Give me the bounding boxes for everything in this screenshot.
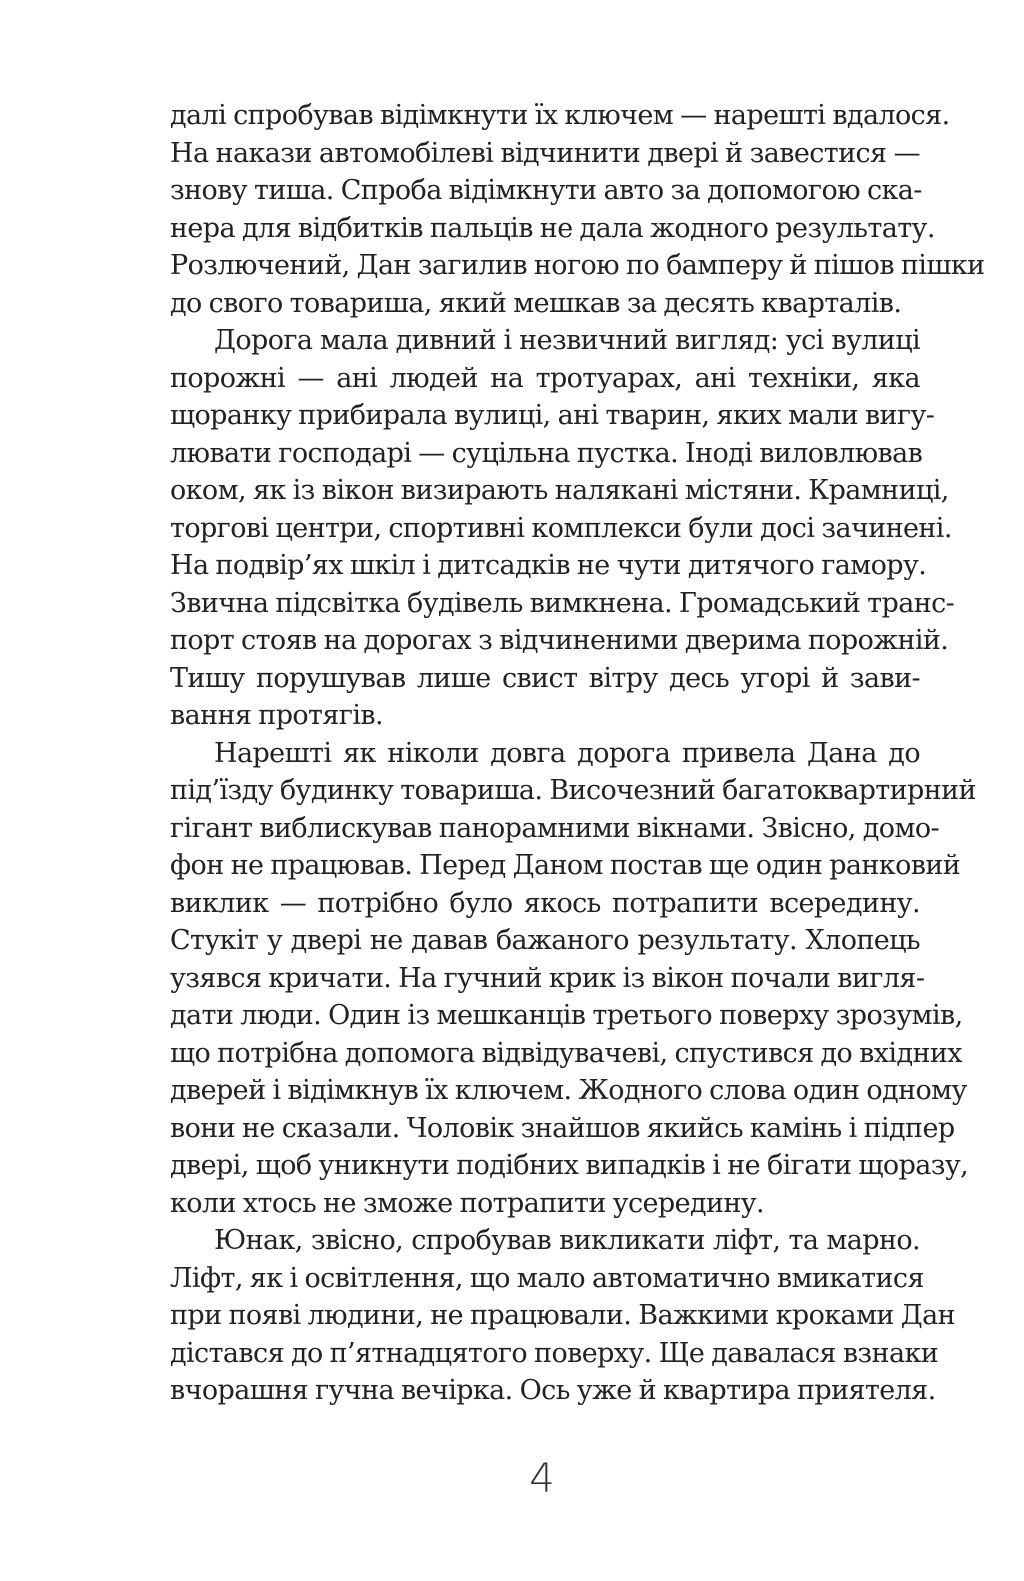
- text-line: двері, щоб уникнути подібних випадків і не бігати щоразу,: [170, 1150, 969, 1181]
- text-line: порожні — ані людей на тротуарах, ані техніки, яка: [170, 362, 920, 394]
- text-line: нера для відбитків пальців не дала жодного результату.: [170, 212, 935, 244]
- text-line: далі спробував відімкнути їх ключем — нарешті вдалося.: [170, 100, 950, 131]
- text-line: порт стояв на дорогах з відчиненими дверима порожній.: [170, 625, 949, 656]
- text-line: при появі людини, не працювали. Важкими кроками Дан: [170, 1300, 956, 1331]
- text-line: На накази автомобілеві відчинити двері й завестися —: [170, 137, 920, 169]
- text-line: фон не працював. Перед Даном постав ще один ранковий: [170, 850, 961, 881]
- text-line: Стукіт у двері не давав бажаного результату. Хлопець: [170, 925, 920, 956]
- paragraph: [170, 322, 955, 735]
- text-line: що потрібна допомога відвідувачеві, спустився до вхідних: [170, 1037, 962, 1069]
- text-line: гігант виблискував панорамними вікнами. Звісно, домо-: [170, 812, 940, 844]
- text-line: знову тиша. Спроба відімкнути авто за допомогою ска-: [170, 175, 922, 206]
- text-line: вчорашня гучна вечірка. Ось уже й квартира приятеля.: [170, 1375, 936, 1406]
- text-line: Тишу порушував лише свист вітру десь угорі й зави-: [170, 662, 920, 694]
- paragraph: [170, 735, 976, 1223]
- text-line: виклик — потрібно було якось потрапити всередину.: [170, 887, 920, 919]
- text-line: під’їзду будинку товариша. Височезний багатоквартирний: [170, 775, 976, 806]
- text-line: Дорога мала дивний і незвичний вигляд: усі вулиці: [214, 325, 920, 356]
- text-line: дверей і відімкнув їх ключем. Жодного слова один одному: [170, 1075, 967, 1106]
- text-line: Звична підсвітка будівель вимкнена. Громадський транс-: [170, 587, 955, 619]
- text-line: вання протягів.: [170, 700, 383, 731]
- text-line: торгові центри, спортивні комплекси були досі зачинені.: [170, 512, 952, 544]
- text-line: оком, як із вікон визирають налякані містяни. Крамниці,: [170, 475, 949, 506]
- text-line: дати люди. Один із мешканців третього поверху зрозумів,: [170, 1000, 963, 1031]
- text-line: дістався до п’ятнадцятого поверху. Ще давалася взнаки: [170, 1337, 939, 1369]
- text-line: Розлючений, Дан загилив ногою по бамперу й пішов пішки: [170, 250, 985, 281]
- paragraph: [170, 1222, 956, 1410]
- text-line: Нарешті як ніколи довга дорога привела Дана до: [214, 737, 920, 769]
- text-line: лювати господарі — суцільна пустка. Іноді виловлював: [170, 437, 923, 469]
- paragraph: [170, 97, 985, 322]
- text-line: коли хтось не зможе потрапити усередину.: [170, 1187, 765, 1219]
- page-number: 4: [529, 1456, 555, 1502]
- text-line: На подвір’ях шкіл і дитсадків не чути дитячого гамору.: [170, 550, 927, 581]
- text-line: узявся кричати. На гучний крик із вікон почали вигля-: [170, 962, 925, 994]
- text-line: Юнак, звісно, спробував викликати ліфт, та марно.: [214, 1225, 920, 1256]
- text-line: до свого товариша, який мешкав за десять кварталів.: [170, 287, 902, 319]
- body-text: [170, 97, 985, 1410]
- text-line: щоранку прибирала вулиці, ані тварин, яких мали вигу-: [170, 400, 935, 431]
- text-line: Ліфт, як і освітлення, що мало автоматично вмикатися: [170, 1262, 924, 1294]
- text-line: вони не сказали. Чоловік знайшов якийсь камінь і підпер: [170, 1112, 955, 1144]
